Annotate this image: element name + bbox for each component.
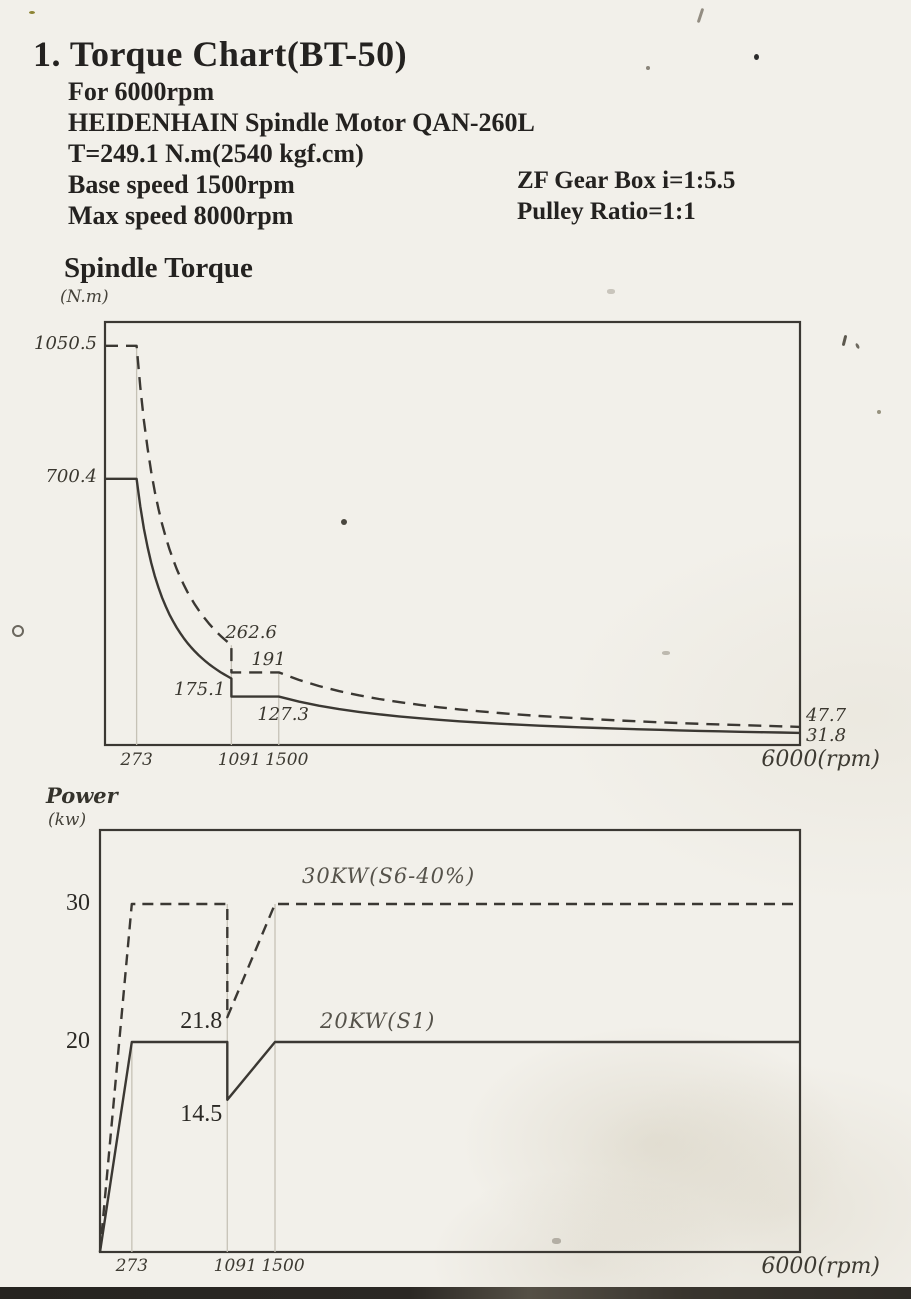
spec-line-max-speed: Max speed 8000rpm (68, 201, 294, 230)
scan-speck (754, 54, 759, 60)
x-tick-label: 273 (120, 750, 153, 770)
torque-value-label: 175.1 (173, 679, 226, 701)
torque-value-label: 700.4 (45, 465, 97, 487)
spec-line-motor: HEIDENHAIN Spindle Motor QAN-260L (68, 108, 535, 137)
scan-speck (341, 519, 347, 525)
scan-speck (842, 335, 848, 346)
x-axis-unit-label: 6000(rpm) (761, 747, 880, 772)
scan-edge-bar (0, 1287, 911, 1299)
x-tick-label: 1091 (217, 750, 261, 770)
scan-speck (697, 8, 704, 23)
curve-label-s1: 20KW(S1) (320, 1009, 436, 1033)
x-tick-label: 1091 (213, 1256, 257, 1276)
spec-line-torque: T=249.1 N.m(2540 kgf.cm) (68, 139, 364, 168)
y-tick-label: 30 (66, 890, 90, 916)
torque-value-label: 191 (251, 649, 286, 671)
y-tick-label: 20 (66, 1028, 90, 1054)
scan-speck (12, 625, 24, 637)
torque-value-label: 1050.5 (34, 332, 97, 354)
power-chart-title: Power (46, 783, 118, 808)
torque-chart-title: Spindle Torque (64, 252, 253, 284)
spec-pulley: Pulley Ratio=1:1 (517, 198, 696, 225)
scan-speck (29, 11, 35, 14)
scan-speck (855, 343, 860, 350)
torque-value-label: 262.6 (225, 622, 277, 644)
x-tick-label: 1500 (265, 750, 309, 770)
spec-line-rpm: For 6000rpm (68, 77, 215, 106)
spec-line-base-speed: Base speed 1500rpm (68, 170, 295, 199)
torque-value-label: 31.8 (806, 724, 847, 746)
x-tick-label: 1500 (261, 1256, 305, 1276)
torque-value-label: 127.3 (257, 703, 309, 725)
power-value-label: 21.8 (180, 1008, 223, 1035)
curve-label-s6: 30KW(S6-40%) (302, 864, 476, 888)
scan-speck (662, 651, 670, 655)
page-title: 1. Torque Chart(BT-50) (33, 34, 408, 74)
power-chart-unit: (kw) (48, 810, 87, 830)
x-tick-label: 273 (115, 1256, 149, 1276)
scan-speck (646, 66, 650, 70)
spec-gearbox: ZF Gear Box i=1:5.5 (517, 167, 736, 194)
power-value-label: 14.5 (180, 1100, 223, 1127)
x-axis-unit-label: 6000(rpm) (761, 1254, 880, 1279)
torque-value-label: 47.7 (806, 704, 847, 726)
torque-chart-unit: (N.m) (60, 287, 109, 307)
scan-speck (552, 1238, 561, 1244)
scan-speck (877, 410, 881, 414)
scan-speck (607, 289, 615, 294)
